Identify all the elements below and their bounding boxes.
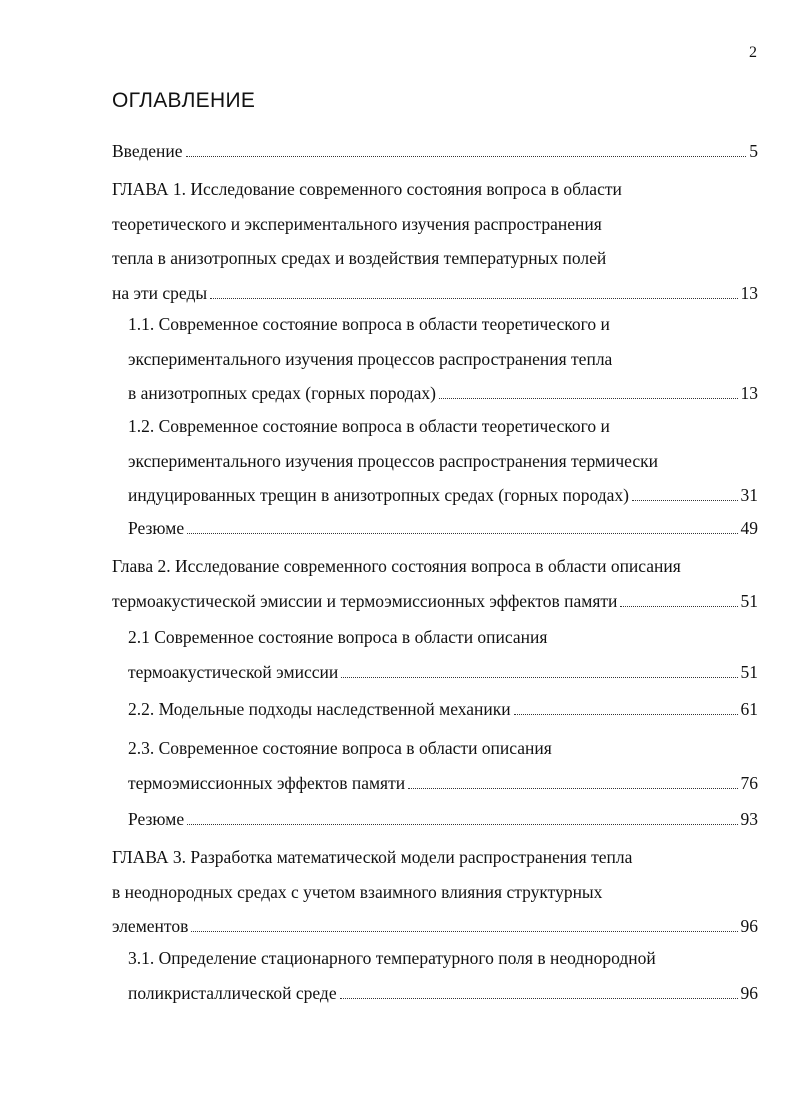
dot-leader (514, 713, 738, 715)
toc-entry-text: 2.2. Модельные подходы наследственной механики (128, 699, 511, 719)
toc-entry-text: теоретического и экспериментального изучения распространения (112, 213, 602, 234)
toc-entry-text: 1.1. Современное состояние вопроса в области теоретического и (128, 314, 610, 334)
dot-leader (620, 605, 737, 607)
toc-entry-text: Введение (112, 141, 183, 161)
toc-page-number: 5 (749, 141, 758, 161)
dot-leader (408, 787, 737, 789)
toc-page-number: 49 (740, 518, 758, 538)
toc-entry-text: элементов (112, 916, 189, 936)
dot-leader (187, 823, 737, 825)
dot-leader (191, 930, 737, 932)
toc-page-number: 76 (740, 772, 758, 793)
toc-entry-text: в анизотропных средах (горных породах) (128, 383, 436, 403)
toc-entry-text: 2.1 Современное состояние вопроса в области описания (128, 627, 548, 647)
toc-page-number: 13 (740, 383, 758, 403)
page-number: 2 (749, 44, 757, 61)
toc-title: ОГЛАВЛЕНИЕ (112, 89, 256, 112)
dot-leader (186, 155, 747, 157)
toc-page-number: 96 (740, 916, 758, 936)
toc-page-number: 13 (740, 282, 758, 303)
toc-page-number: 51 (740, 590, 758, 611)
toc-entry-text: термоакустической эмиссии и термоэмиссионных эффектов памяти (112, 590, 618, 611)
dot-leader (632, 499, 738, 501)
toc-entry-text: ГЛАВА 3. Разработка математической модели распространения тепла (112, 847, 633, 867)
toc-entry-text: 2.3. Современное состояние вопроса в области описания (128, 738, 552, 758)
toc-entry-text: термоэмиссионных эффектов памяти (128, 772, 406, 793)
toc-entry-text: экспериментального изучения процессов распространения тепла (128, 348, 613, 369)
toc-page-number: 31 (740, 485, 758, 505)
dot-leader (210, 297, 737, 299)
toc-entry-text: в неоднородных средах с учетом взаимного влияния структурных (112, 881, 603, 902)
dot-leader (341, 676, 737, 678)
toc-entry-text: тепла в анизотропных средах и воздействия температурных полей (112, 248, 607, 268)
toc-entry-text: индуцированных трещин в анизотропных средах (горных породах) (128, 485, 629, 505)
toc-entry-text: 3.1. Определение стационарного температурного поля в неоднородной (128, 948, 656, 968)
toc-entry-text: термоакустической эмиссии (128, 661, 339, 682)
dot-leader (187, 532, 737, 534)
toc-entry-text: 1.2. Современное состояние вопроса в области теоретического и (128, 416, 610, 436)
toc-entry-text: Резюме (128, 518, 185, 538)
toc-page-number: 61 (740, 699, 758, 719)
toc-entry-text: Резюме (128, 809, 185, 829)
toc-page-number: 96 (740, 982, 758, 1003)
toc-entry-text: на эти среды (112, 282, 208, 303)
toc-entry-text: Глава 2. Исследование современного состояния вопроса в области описания (112, 556, 681, 576)
toc-entry-text: поликристаллической среде (128, 982, 337, 1003)
toc-page-number: 51 (740, 661, 758, 682)
toc-page-number: 93 (740, 809, 758, 829)
toc-entry-text: экспериментального изучения процессов распространения термически (128, 450, 659, 471)
dot-leader (340, 997, 738, 999)
dot-leader (439, 397, 738, 399)
toc-entry-text: ГЛАВА 1. Исследование современного состояния вопроса в области (112, 179, 622, 199)
